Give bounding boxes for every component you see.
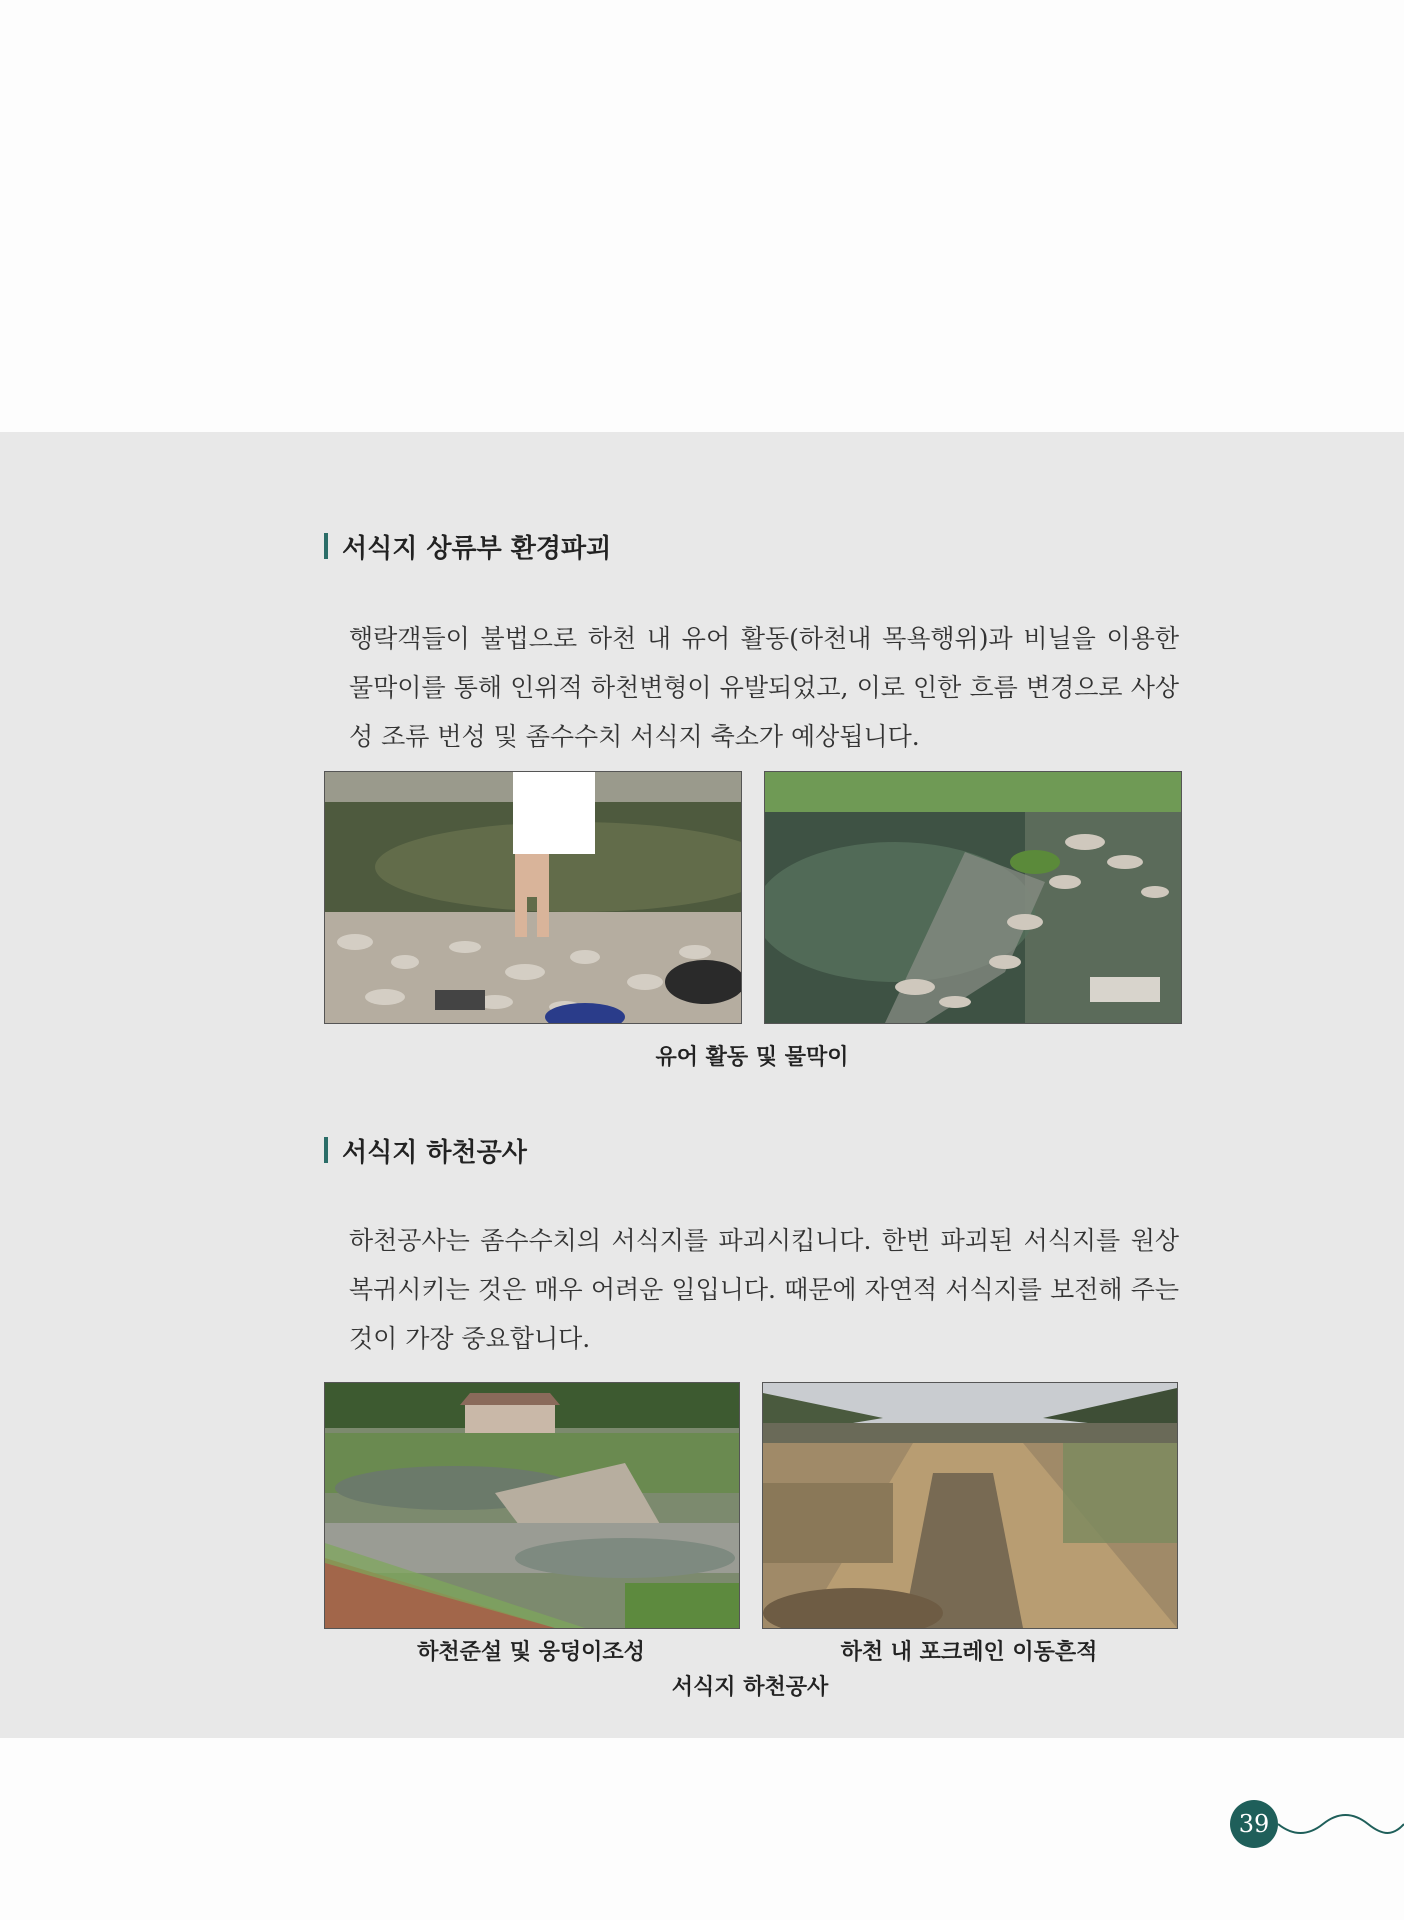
photo-group-caption: 서식지 하천공사 bbox=[671, 1675, 829, 1700]
photo-caption: 유어 활동 및 물막이 bbox=[655, 1045, 849, 1070]
wave-ornament bbox=[1278, 1806, 1404, 1842]
section-paragraph: 하천공사는 좀수수치의 서식지를 파괴시킵니다. 한번 파괴된 서식지를 원상복귀시키는 것은 매우 어려운 일입니다. 때문에 자연적 서식지를 보전해 주는것이 가장 중요합니다. bbox=[349, 1226, 1179, 1353]
photo-dredging-pond bbox=[324, 1382, 740, 1629]
section-heading-text: 서식지 상류부 환경파괴 bbox=[342, 533, 612, 564]
photo-caption-left: 하천준설 및 웅덩이조성 bbox=[417, 1640, 645, 1665]
photo-plastic-dam bbox=[764, 771, 1182, 1024]
section-heading-text: 서식지 하천공사 bbox=[342, 1137, 527, 1168]
photo-caption-right: 하천 내 포크레인 이동흔적 bbox=[840, 1640, 1098, 1665]
section-heading-habitat-upstream bbox=[324, 526, 611, 566]
heading-accent-bar bbox=[324, 533, 328, 559]
section-heading-river-construction bbox=[324, 1130, 527, 1170]
photo-bathing-activity bbox=[324, 771, 742, 1024]
heading-accent-bar bbox=[324, 1137, 328, 1163]
section-paragraph: 행락객들이 불법으로 하천 내 유어 활동(하천내 목욕행위)과 비닐을 이용한 물막이를 통해 인위적 하천변형이 유발되었고, 이로 인한 흐름 변경으로 사상성 조류 번성 및 좀수수치 서식지 축소가 예상됩니다. bbox=[349, 624, 1179, 751]
page-number-badge: 39 bbox=[1230, 1800, 1278, 1848]
photo-excavator-tracks bbox=[762, 1382, 1178, 1629]
